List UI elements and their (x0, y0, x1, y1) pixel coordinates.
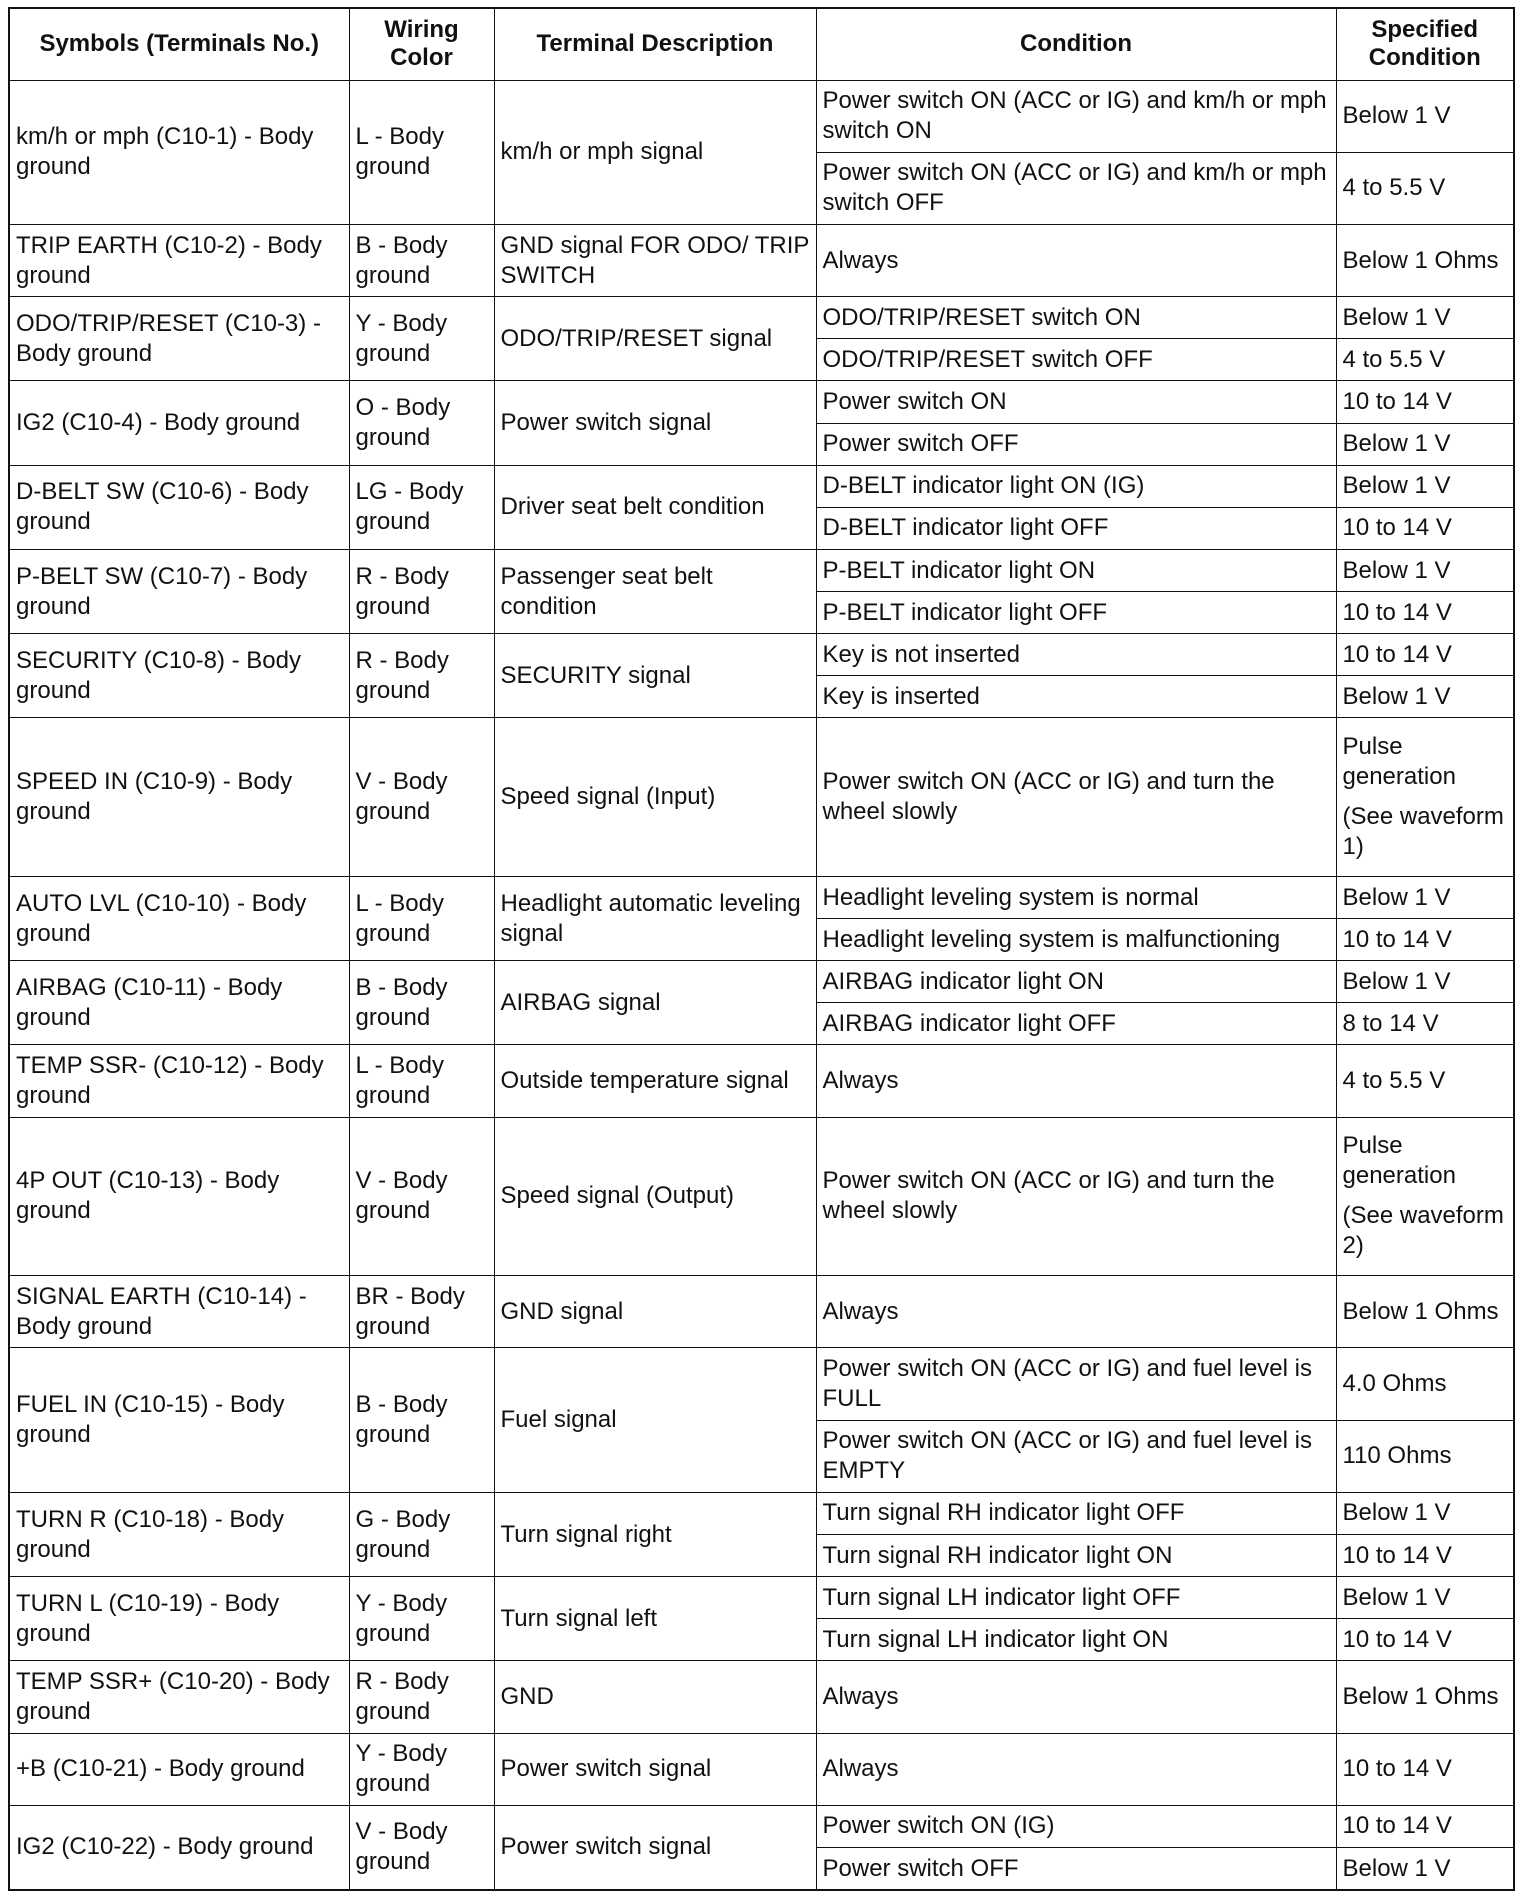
cell-specified: Below 1 Ohms (1336, 1276, 1514, 1348)
cell-condition: D-BELT indicator light ON (IG) (816, 465, 1336, 507)
cell-specified: 10 to 14 V (1336, 1619, 1514, 1661)
terminal-spec-table (8, 7, 1515, 1891)
cell-wiring-color: LG - Body ground (349, 465, 494, 549)
cell-condition: Always (816, 1661, 1336, 1733)
cell-symbol: TEMP SSR+ (C10-20) - Body ground (9, 1661, 349, 1733)
cell-description: Headlight automatic leveling signal (494, 876, 816, 960)
cell-condition: D-BELT indicator light OFF (816, 507, 1336, 549)
cell-wiring-color: V - Body ground (349, 718, 494, 877)
table-row (9, 1577, 1514, 1619)
cell-condition: Power switch OFF (816, 1848, 1336, 1890)
cell-specified: Below 1 V (1336, 80, 1514, 152)
cell-specified: 10 to 14 V (1336, 592, 1514, 634)
cell-description: SECURITY signal (494, 634, 816, 718)
cell-symbol: TRIP EARTH (C10-2) - Body ground (9, 224, 349, 296)
cell-description: GND (494, 1661, 816, 1733)
cell-condition: AIRBAG indicator light ON (816, 961, 1336, 1003)
table-row (9, 465, 1514, 507)
table-row (9, 1492, 1514, 1534)
cell-condition: P-BELT indicator light OFF (816, 592, 1336, 634)
cell-condition: Always (816, 1733, 1336, 1805)
cell-wiring-color: R - Body ground (349, 549, 494, 633)
table-row (9, 549, 1514, 591)
cell-condition: Turn signal LH indicator light OFF (816, 1577, 1336, 1619)
cell-symbol: SIGNAL EARTH (C10-14) - Body ground (9, 1276, 349, 1348)
specified-note: (See waveform 1) (1342, 803, 1504, 861)
cell-symbol: +B (C10-21) - Body ground (9, 1733, 349, 1805)
cell-specified: 10 to 14 V (1336, 381, 1514, 423)
table-row (9, 224, 1514, 296)
cell-description: ODO/TRIP/RESET signal (494, 297, 816, 381)
table-row (9, 718, 1514, 877)
cell-description: Power switch signal (494, 1805, 816, 1890)
cell-specified: Below 1 Ohms (1336, 224, 1514, 296)
cell-symbol: km/h or mph (C10-1) - Body ground (9, 80, 349, 224)
cell-specified: Below 1 V (1336, 1577, 1514, 1619)
cell-condition: Power switch ON (ACC or IG) and turn the wheel slowly (816, 718, 1336, 877)
cell-description: GND signal (494, 1276, 816, 1348)
cell-wiring-color: G - Body ground (349, 1492, 494, 1576)
cell-symbol: P-BELT SW (C10-7) - Body ground (9, 549, 349, 633)
cell-wiring-color: Y - Body ground (349, 297, 494, 381)
cell-condition: Key is not inserted (816, 634, 1336, 676)
cell-wiring-color: L - Body ground (349, 1045, 494, 1117)
cell-description: Power switch signal (494, 381, 816, 465)
table-row (9, 1348, 1514, 1420)
table-header-row (9, 8, 1514, 80)
cell-specified: Below 1 V (1336, 297, 1514, 339)
cell-wiring-color: R - Body ground (349, 634, 494, 718)
cell-wiring-color: B - Body ground (349, 1348, 494, 1492)
cell-specified: 10 to 14 V (1336, 1805, 1514, 1847)
cell-wiring-color: V - Body ground (349, 1805, 494, 1890)
cell-condition: Always (816, 1045, 1336, 1117)
cell-description: Driver seat belt condition (494, 465, 816, 549)
cell-condition: AIRBAG indicator light OFF (816, 1003, 1336, 1045)
table-row (9, 961, 1514, 1003)
cell-specified: 4 to 5.5 V (1336, 1045, 1514, 1117)
cell-description: GND signal FOR ODO/ TRIP SWITCH (494, 224, 816, 296)
specified-note: (See waveform 2) (1342, 1202, 1504, 1260)
cell-specified: Below 1 V (1336, 465, 1514, 507)
table-row (9, 297, 1514, 339)
table-row (9, 80, 1514, 152)
cell-specified: Below 1 V (1336, 549, 1514, 591)
cell-condition: Power switch ON (ACC or IG) and fuel level is EMPTY (816, 1420, 1336, 1492)
cell-wiring-color: Y - Body ground (349, 1733, 494, 1805)
cell-symbol: 4P OUT (C10-13) - Body ground (9, 1117, 349, 1276)
cell-symbol: TURN L (C10-19) - Body ground (9, 1577, 349, 1661)
cell-condition: Power switch ON (IG) (816, 1805, 1336, 1847)
cell-specified: 10 to 14 V (1336, 634, 1514, 676)
table-row (9, 1661, 1514, 1733)
cell-description: Speed signal (Output) (494, 1117, 816, 1276)
header-symbols: Symbols (Terminals No.) (9, 8, 349, 80)
cell-wiring-color: L - Body ground (349, 876, 494, 960)
cell-condition: Turn signal RH indicator light OFF (816, 1492, 1336, 1534)
cell-condition: Turn signal RH indicator light ON (816, 1535, 1336, 1577)
cell-description: AIRBAG signal (494, 961, 816, 1045)
cell-wiring-color: B - Body ground (349, 961, 494, 1045)
cell-description: Power switch signal (494, 1733, 816, 1805)
cell-wiring-color: BR - Body ground (349, 1276, 494, 1348)
cell-specified: Below 1 V (1336, 676, 1514, 718)
cell-specified (1336, 1117, 1514, 1276)
cell-specified: Below 1 V (1336, 1492, 1514, 1534)
table-row (9, 1805, 1514, 1847)
cell-condition: Always (816, 1276, 1336, 1348)
cell-symbol: D-BELT SW (C10-6) - Body ground (9, 465, 349, 549)
cell-specified (1336, 718, 1514, 877)
cell-condition: Headlight leveling system is malfunctioning (816, 919, 1336, 961)
cell-condition: Power switch ON (ACC or IG) and km/h or mph switch ON (816, 80, 1336, 152)
cell-symbol: IG2 (C10-22) - Body ground (9, 1805, 349, 1890)
cell-condition: Headlight leveling system is normal (816, 876, 1336, 918)
header-wiring-color: Wiring Color (349, 8, 494, 80)
cell-description: km/h or mph signal (494, 80, 816, 224)
cell-condition: Turn signal LH indicator light ON (816, 1619, 1336, 1661)
cell-description: Fuel signal (494, 1348, 816, 1492)
cell-specified: 4 to 5.5 V (1336, 339, 1514, 381)
header-specified-condition: Specified Condition (1336, 8, 1514, 80)
table-row (9, 381, 1514, 423)
cell-condition: ODO/TRIP/RESET switch OFF (816, 339, 1336, 381)
cell-wiring-color: O - Body ground (349, 381, 494, 465)
cell-description: Passenger seat belt condition (494, 549, 816, 633)
header-terminal-description: Terminal Description (494, 8, 816, 80)
cell-specified: Below 1 Ohms (1336, 1661, 1514, 1733)
cell-condition: Power switch ON (816, 381, 1336, 423)
cell-specified: 10 to 14 V (1336, 1535, 1514, 1577)
cell-symbol: FUEL IN (C10-15) - Body ground (9, 1348, 349, 1492)
table-row (9, 1733, 1514, 1805)
cell-specified: Below 1 V (1336, 961, 1514, 1003)
cell-specified: 10 to 14 V (1336, 1733, 1514, 1805)
table-row (9, 876, 1514, 918)
cell-description: Speed signal (Input) (494, 718, 816, 877)
cell-description: Turn signal left (494, 1577, 816, 1661)
cell-condition: ODO/TRIP/RESET switch ON (816, 297, 1336, 339)
cell-specified: Below 1 V (1336, 876, 1514, 918)
specified-value: Pulse generation (1342, 733, 1456, 791)
cell-specified: 4 to 5.5 V (1336, 152, 1514, 224)
cell-wiring-color: B - Body ground (349, 224, 494, 296)
cell-specified: 110 Ohms (1336, 1420, 1514, 1492)
header-condition: Condition (816, 8, 1336, 80)
table-row (9, 1117, 1514, 1276)
cell-wiring-color: L - Body ground (349, 80, 494, 224)
cell-symbol: SECURITY (C10-8) - Body ground (9, 634, 349, 718)
table-row (9, 1276, 1514, 1348)
cell-specified: Below 1 V (1336, 1848, 1514, 1890)
cell-symbol: ODO/TRIP/RESET (C10-3) - Body ground (9, 297, 349, 381)
cell-specified: Below 1 V (1336, 423, 1514, 465)
cell-description: Outside temperature signal (494, 1045, 816, 1117)
cell-specified: 4.0 Ohms (1336, 1348, 1514, 1420)
cell-wiring-color: V - Body ground (349, 1117, 494, 1276)
table-row (9, 1045, 1514, 1117)
cell-specified: 10 to 14 V (1336, 507, 1514, 549)
cell-condition: Power switch ON (ACC or IG) and turn the wheel slowly (816, 1117, 1336, 1276)
cell-specified: 8 to 14 V (1336, 1003, 1514, 1045)
cell-condition: Power switch ON (ACC or IG) and km/h or mph switch OFF (816, 152, 1336, 224)
cell-symbol: SPEED IN (C10-9) - Body ground (9, 718, 349, 877)
cell-symbol: TEMP SSR- (C10-12) - Body ground (9, 1045, 349, 1117)
cell-condition: Always (816, 224, 1336, 296)
cell-symbol: AIRBAG (C10-11) - Body ground (9, 961, 349, 1045)
cell-condition: Power switch OFF (816, 423, 1336, 465)
specified-value: Pulse generation (1342, 1132, 1456, 1190)
cell-wiring-color: R - Body ground (349, 1661, 494, 1733)
cell-symbol: IG2 (C10-4) - Body ground (9, 381, 349, 465)
cell-specified: 10 to 14 V (1336, 919, 1514, 961)
table-row (9, 634, 1514, 676)
cell-condition: Key is inserted (816, 676, 1336, 718)
cell-condition: P-BELT indicator light ON (816, 549, 1336, 591)
cell-symbol: AUTO LVL (C10-10) - Body ground (9, 876, 349, 960)
cell-wiring-color: Y - Body ground (349, 1577, 494, 1661)
cell-condition: Power switch ON (ACC or IG) and fuel level is FULL (816, 1348, 1336, 1420)
cell-description: Turn signal right (494, 1492, 816, 1576)
cell-symbol: TURN R (C10-18) - Body ground (9, 1492, 349, 1576)
